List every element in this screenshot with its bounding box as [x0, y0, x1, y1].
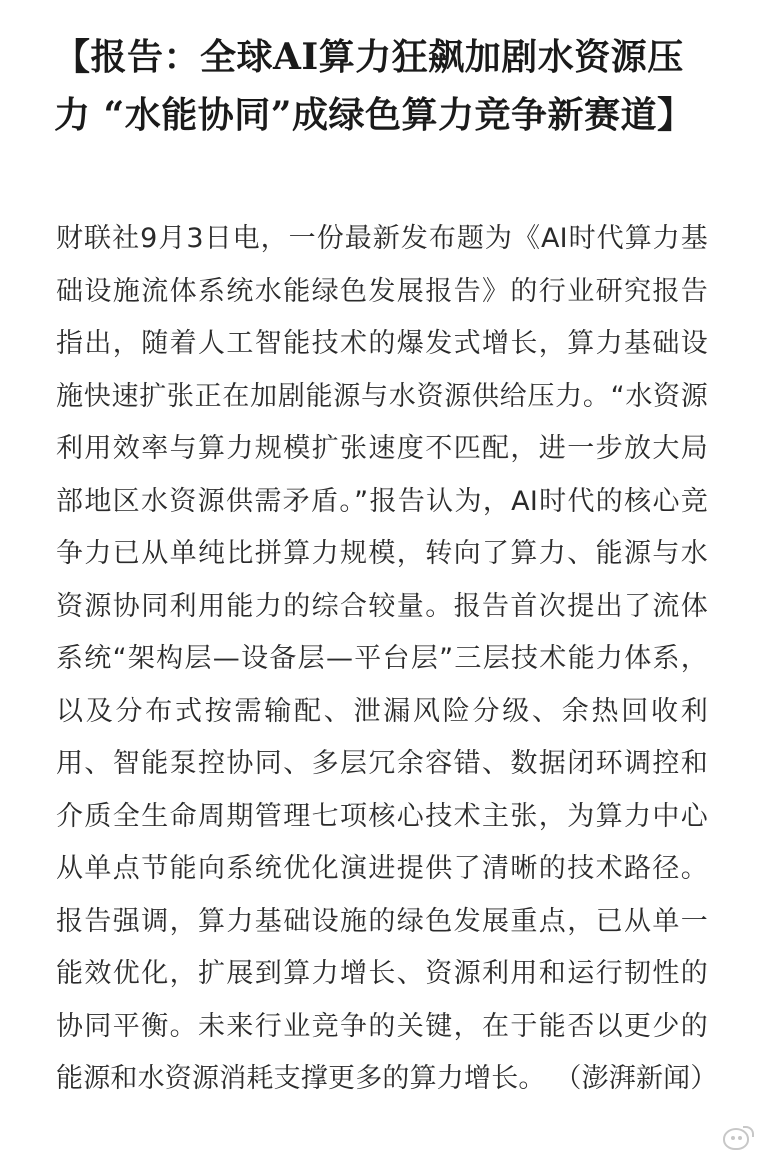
watermark	[723, 1128, 749, 1150]
weibo-logo-icon	[723, 1128, 749, 1150]
article-body: 财联社9月3日电，一份最新发布题为《AI时代算力基础设施流体系统水能绿色发展报告》的行业研究报告指出，随着人工智能技术的爆发式增长，算力基础设施快速扩张正在加剧能源与水资源供给压力。“水资源利用效率与算力规模扩张速度不匹配，进一步放大局部地区水资源供需矛盾。”报告认为，AI时代的核心竞争力已从单纯比拼算力规模，转向了算力、能源与水资源协同利用能力的综合较量。报告首次提出了流体系统“架构层—设备层—平台层”三层技术能力体系，以及分布式按需输配、泄漏风险分级、余热回收利用、智能泵控协同、多层冗余容错、数据闭环调控和介质全生命周期管理七项核心技术主张，为算力中心从单点节能向系统优化演进提供了清晰的技术路径。报告强调，算力基础设施的绿色发展重点，已从单一能效优化，扩展到算力增长、资源利用和运行韧性的协同平衡。未来行业竞争的关键，在于能否以更少的能源和水资源消耗支撑更多的算力增长。 （澎湃新闻）	[56, 223, 718, 1094]
article-headline: 【报告：全球AI算力狂飙加剧水资源压力 “水能协同”成绿色算力竞争新赛道】	[54, 36, 694, 136]
